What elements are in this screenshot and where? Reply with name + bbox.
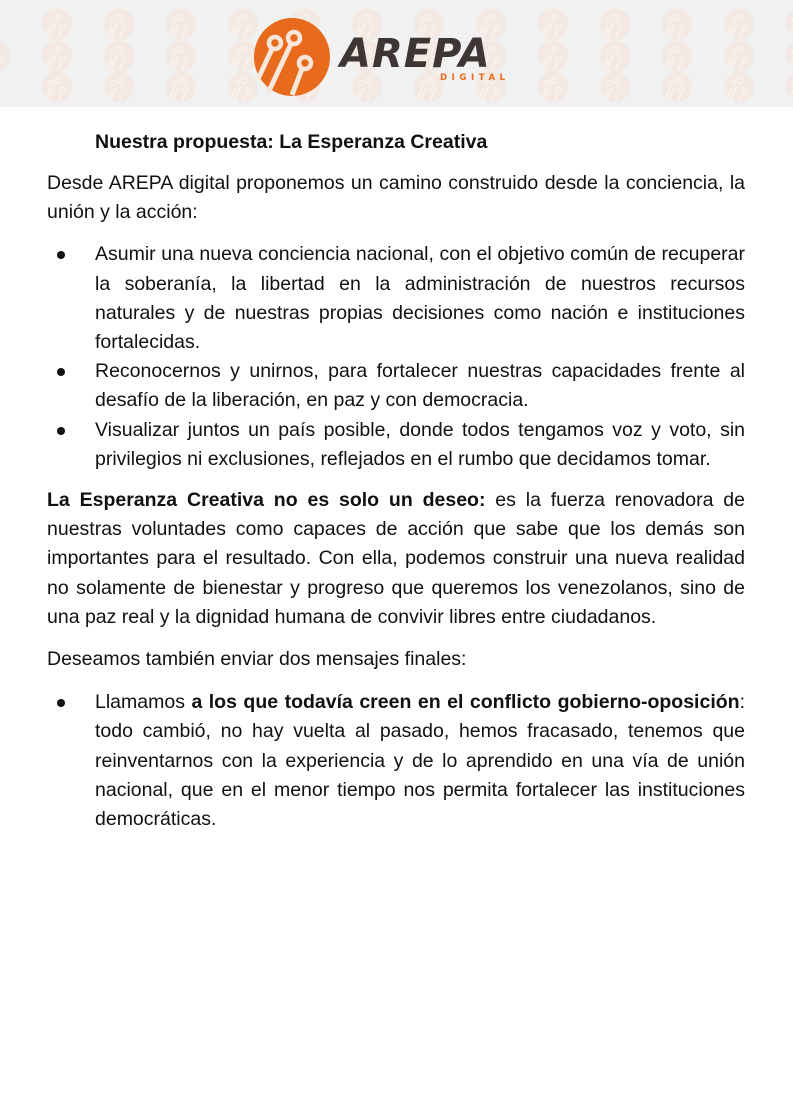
hope-paragraph-lead: La Esperanza Creativa no es solo un deseo: xyxy=(47,489,486,512)
intro-paragraph: Desde AREPA digital proponemos un camino construido desde la conciencia, la unión y la acción: xyxy=(47,172,745,224)
proposal-item xyxy=(47,357,745,415)
proposal-list xyxy=(47,240,745,474)
circuit-logo-icon xyxy=(252,17,332,97)
proposal-item xyxy=(47,240,745,357)
bullet-icon xyxy=(57,368,65,376)
pattern-logo-icon xyxy=(538,41,568,72)
pattern-logo-icon xyxy=(166,9,196,40)
pattern-logo-icon xyxy=(724,72,754,103)
pattern-logo-icon xyxy=(786,72,793,103)
final-message-rest: : todo cambió, no hay vuelta al pasado, hemos fracasado, tenemos que reinventarnos con la experiencia y de lo aprendido en una vía de unión nacional, que en el menor tiempo nos permita fortalecer las instituciones democráticas. xyxy=(95,691,745,831)
brand-subtitle: DIGITAL xyxy=(440,73,510,83)
proposal-text: Visualizar juntos un país posible, donde todos tengamos voz y voto, sin privilegios ni exclusiones, reflejados en el rumbo que decidamos tomar. xyxy=(95,418,745,470)
final-intro: Deseamos también enviar dos mensajes finales: xyxy=(47,648,467,671)
pattern-logo-icon xyxy=(600,41,630,72)
pattern-logo-icon xyxy=(538,72,568,103)
pattern-logo-icon xyxy=(662,72,692,103)
pattern-logo-icon xyxy=(662,41,692,72)
bullet-icon xyxy=(57,699,65,707)
arepa-digital-logo xyxy=(252,17,522,97)
pattern-logo-icon xyxy=(724,9,754,40)
pattern-logo-icon xyxy=(42,72,72,103)
page-header xyxy=(0,0,793,107)
final-message-lead: Llamamos xyxy=(95,691,192,714)
pattern-logo-icon xyxy=(786,41,793,72)
proposal-item xyxy=(47,416,745,474)
pattern-logo-icon xyxy=(0,41,10,72)
proposal-text: Reconocernos y unirnos, para fortalecer nuestras capacidades frente al desafío de la liberación, en paz y con democracia. xyxy=(95,360,745,412)
pattern-logo-icon xyxy=(538,9,568,40)
pattern-logo-icon xyxy=(786,9,793,40)
pattern-logo-icon xyxy=(104,9,134,40)
pattern-logo-icon xyxy=(104,72,134,103)
hope-paragraph-body: es la fuerza renovadora de nuestras voluntades como capaces de acción que sabe que los demás son importantes para el resultado. Con ella, podemos construir una nueva realidad no solamente de bienestar y progreso que queremos los venezolanos, sino de una paz real y la dignidad humana de convivir libres entre ciudadanos. xyxy=(47,489,745,628)
pattern-logo-icon xyxy=(600,72,630,103)
pattern-logo-icon xyxy=(166,41,196,72)
pattern-logo-icon xyxy=(600,9,630,40)
document-body xyxy=(47,128,745,846)
pattern-logo-icon xyxy=(166,72,196,103)
proposal-text: Asumir una nueva conciencia nacional, con el objetivo común de recuperar la soberanía, la libertad en la administración de nuestros recursos naturales y de nuestras propias decisiones como nación e instituciones fortalecidas. xyxy=(95,243,745,354)
hope-paragraph xyxy=(47,486,745,632)
final-messages-list xyxy=(47,688,745,834)
pattern-logo-icon xyxy=(42,41,72,72)
bullet-icon xyxy=(57,427,65,435)
section-title: Nuestra propuesta: La Esperanza Creativa xyxy=(95,131,488,153)
brand-name: AREPA xyxy=(340,31,491,77)
bullet-icon xyxy=(57,251,65,259)
pattern-logo-icon xyxy=(42,9,72,40)
pattern-logo-icon xyxy=(104,41,134,72)
final-message-item xyxy=(47,688,745,834)
pattern-logo-icon xyxy=(662,9,692,40)
final-message-bold: a los que todavía creen en el conflicto gobierno-oposición xyxy=(191,691,740,714)
pattern-logo-icon xyxy=(724,41,754,72)
